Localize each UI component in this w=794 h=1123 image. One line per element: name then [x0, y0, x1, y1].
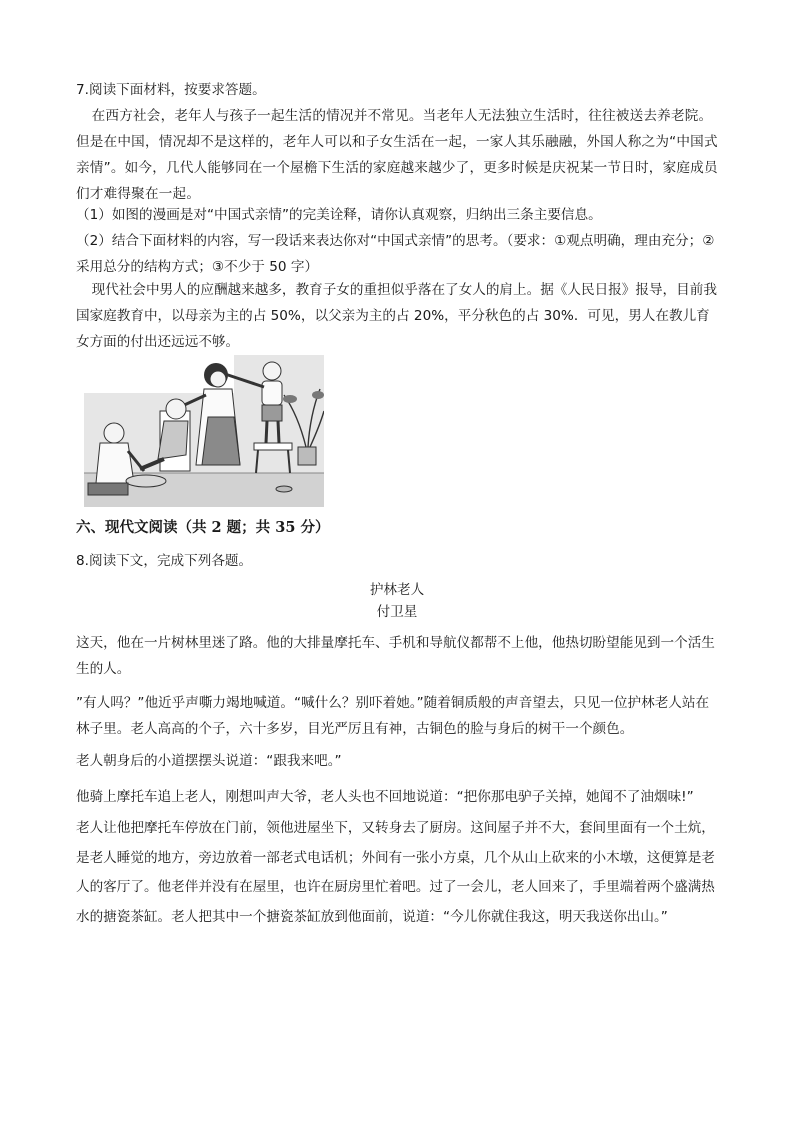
question-7-sub-1: （1）如图的漫画是对“中国式亲情”的完美诠释，请你认真观察，归纳出三条主要信息。 [76, 207, 602, 223]
article-author: 付卫星 [376, 604, 418, 620]
article-paragraph-3: 老人朝身后的小道摆摆头说道：“跟我来吧。” [76, 753, 342, 769]
question-7-sub-2: （2）结合下面材料的内容，写一段话来表达你对“中国式亲情”的思考。（要求：①观点明确，理由充分；②采用总分的结构方式；③不少于 50 字） [76, 233, 715, 275]
article-paragraph-5: 老人让他把摩托车停放在门前，领他进屋坐下，又转身去了厨房。这间屋子并不大，套间里面有一个土炕，是老人睡觉的地方，旁边放着一部老式电话机；外间有一张小方桌，几个从山上砍来的小木墩，这便算是老人的客厅了。他老伴并没有在屋里，也许在厨房里忙着吧。过了一会儿，老人回来了，手里端着两个盛满热水的搪瓷茶缸。老人把其中一个搪瓷茶缸放到他面前，说道：“今儿你就住我这，明天我送你出山。” [76, 820, 715, 925]
article-title: 护林老人 [369, 582, 425, 598]
question-7-passage: 在西方社会，老年人与孩子一起生活的情况并不常见。当老年人无法独立生活时，往往被送去养老院。但是在中国，情况却不是这样的，老年人可以和子女生活在一起，一家人其乐融融，外国人称之为“中国式亲情”。如今，几代人能够同在一个屋檐下生活的家庭越来越少了，更多时候是庆祝某一节日时，家庭成员们才难得聚在一起。 [76, 108, 718, 202]
article-paragraph-4: 他骑上摩托车追上老人，刚想叫声大爷，老人头也不回地说道：“把你那电驴子关掉，她闻不了油烟味!” [76, 789, 694, 805]
question-7-material: 现代社会中男人的应酬越来越多，教育子女的重担似乎落在了女人的肩上。据《人民日报》报导，目前我国家庭教育中，以母亲为主的占 50%，以父亲为主的占 20%，平分秋色的占 30%．可见，男人在教儿育女方面的付出还远远不够。 [76, 282, 717, 350]
article-paragraph-2: ”有人吗？”他近乎声嘶力竭地喊道。“喊什么？别吓着她。”随着铜质般的声音望去，只见一位护林老人站在林子里。老人高高的个子，六十多岁，目光严厉且有神，古铜色的脸与身后的树干一个颜色。 [76, 695, 710, 737]
section-heading: 六、现代文阅读（共 2 题；共 35 分） [76, 519, 330, 536]
family-cartoon-illustration [84, 355, 324, 507]
question-8-heading: 8.阅读下文，完成下列各题。 [76, 553, 253, 569]
question-7-heading: 7.阅读下面材料，按要求答题。 [76, 82, 266, 98]
article-paragraph-1: 这天，他在一片树林里迷了路。他的大排量摩托车、手机和导航仪都帮不上他，他热切盼望能见到一个活生生的人。 [76, 635, 715, 677]
